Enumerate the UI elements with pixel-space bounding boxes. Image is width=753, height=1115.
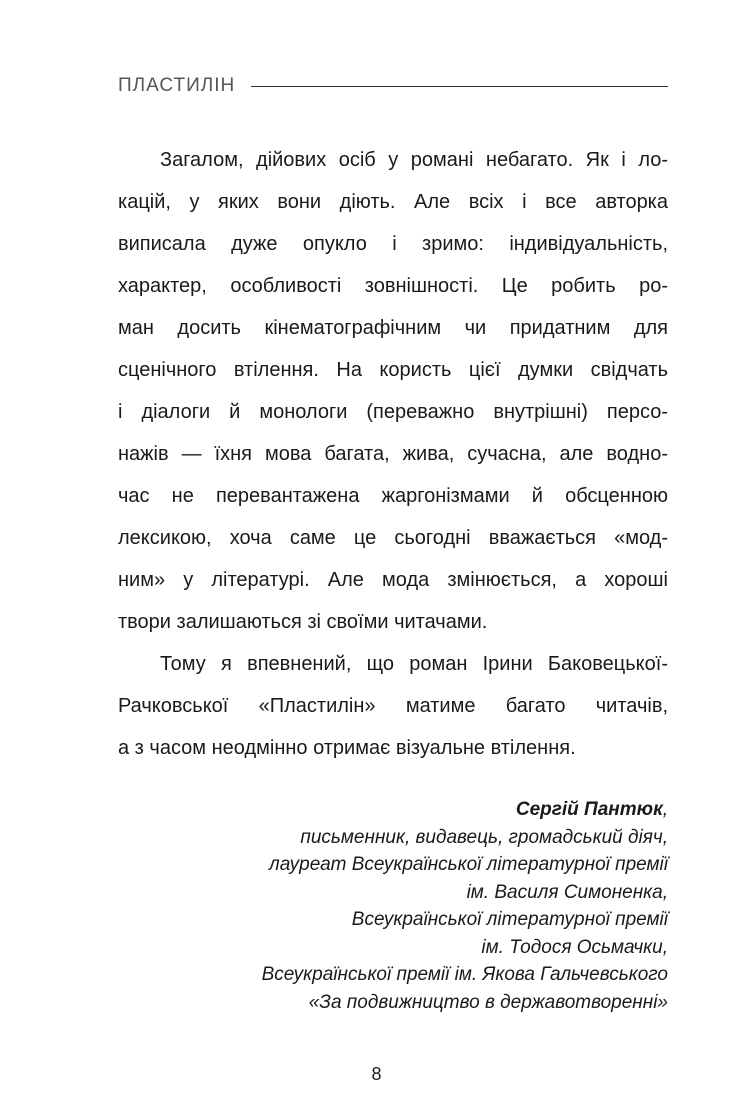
- header-rule: [251, 86, 668, 87]
- author-name-suffix: ,: [662, 799, 668, 820]
- text-line: твори залишаються зі своїми читачами.: [118, 611, 488, 633]
- signature-line: лауреат Всеукраїнської літературної премії: [269, 854, 668, 875]
- signature-line: «За подвижництво в державотворенні»: [308, 991, 668, 1013]
- text-line: і діалоги й монологи (переважно внутрішні) персо-: [118, 401, 668, 423]
- text-line: час не перевантажена жаргонізмами й обсценною: [118, 485, 668, 507]
- author-name: Сергій Пантюк: [515, 799, 663, 820]
- signature-line: Всеукраїнської літературної премії: [351, 909, 668, 930]
- text-line: характер, особливості зовнішності. Це робить ро-: [118, 275, 668, 297]
- text-line: ман досить кінематографічним чи придатним для: [118, 317, 668, 339]
- text-line: ним» у літературі. Але мода змінюється, а хороші: [118, 569, 668, 591]
- signature-line: ім. Тодося Осьмачки,: [481, 936, 668, 958]
- signature-line: письменник, видавець, громадський діяч,: [300, 826, 668, 848]
- signature-line: ім. Василя Симоненка,: [466, 881, 668, 903]
- text-line: Рачковської «Пластилін» матиме багато читачів,: [118, 695, 668, 717]
- text-line: кацій, у яких вони діють. Але всіх і все авторка: [118, 191, 668, 213]
- body-text: [118, 139, 668, 769]
- text-line: Загалом, дійових осіб у романі небагато. Як і ло-: [160, 149, 668, 171]
- running-header: [118, 74, 668, 98]
- signature-name-line: [108, 796, 668, 824]
- text-line: нажів — їхня мова багата, жива, сучасна, але водно-: [118, 443, 668, 465]
- signature-block: [108, 796, 668, 1016]
- page-number: 8: [371, 1064, 382, 1084]
- text-line: лексикою, хоча саме це сьогодні вважається «мод-: [118, 527, 668, 549]
- text-line: виписала дуже опукло і зримо: індивідуальність,: [118, 233, 668, 255]
- signature-line: Всеукраїнської премії ім. Якова Гальчевського: [261, 964, 668, 985]
- text-line: а з часом неодмінно отримає візуальне втілення.: [118, 737, 576, 759]
- running-title: ПЛАСТИЛІН: [118, 75, 236, 96]
- text-line: Тому я впевнений, що роман Ірини Баковецької-: [160, 653, 668, 675]
- text-line: сценічного втілення. На користь цієї думки свідчать: [118, 359, 668, 381]
